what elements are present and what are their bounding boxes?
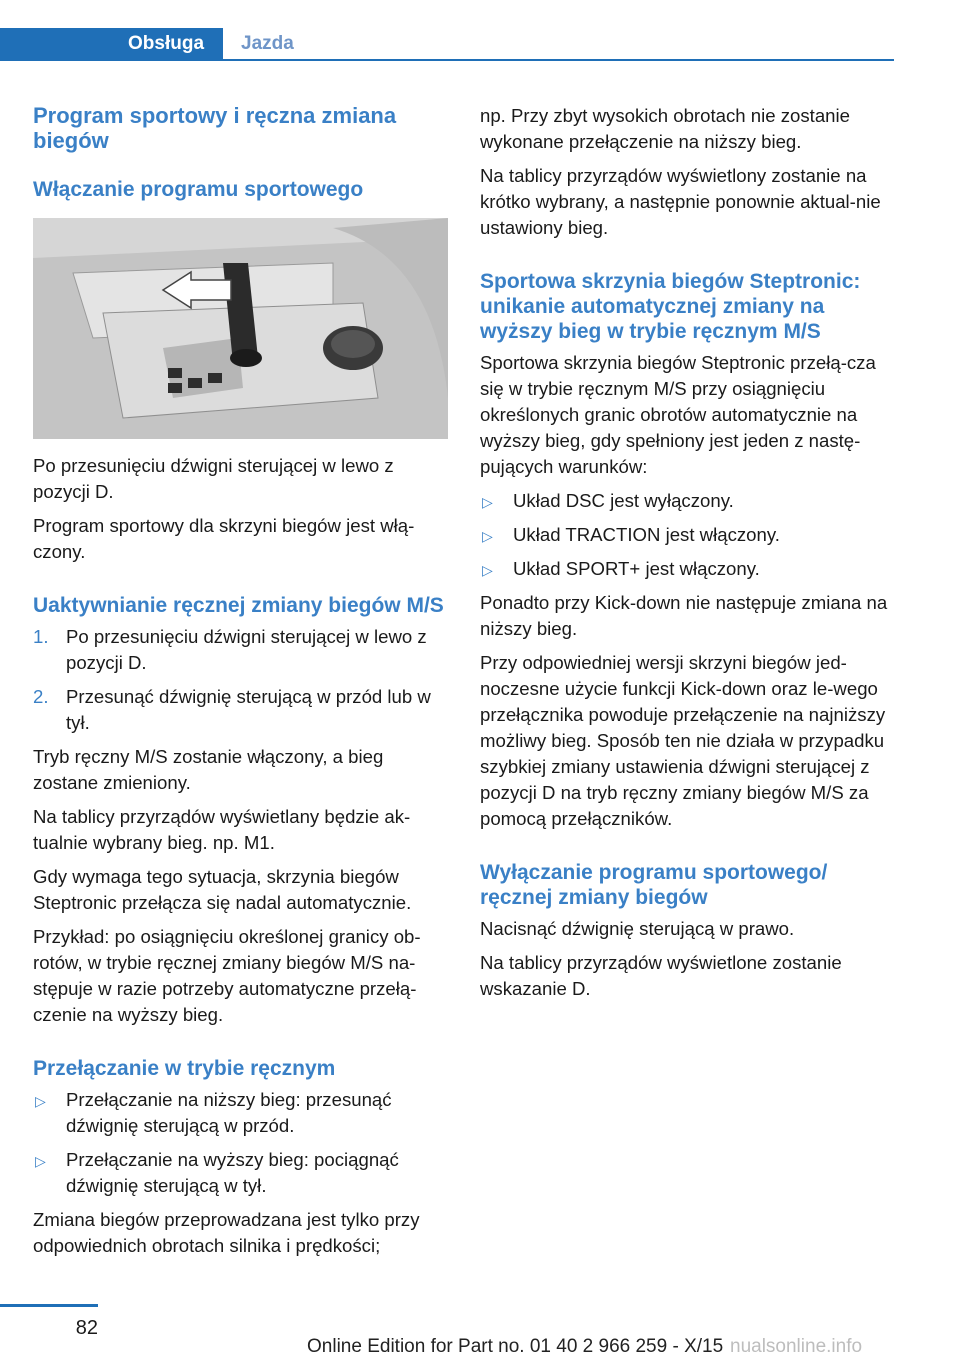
downshift-text: np. Przy zbyt wysokich obrotach nie zostanie wykonane przełączenie na niższy bieg. [480,105,850,152]
disable-text-1: Nacisnąć dźwignię sterującą w prawo. [480,918,795,939]
right-column [480,103,896,1010]
shift-bullets [33,1087,448,1199]
list-item [480,556,896,582]
list-item [33,684,448,736]
watermark: nualsonline.info [730,1336,863,1357]
list-item [33,624,448,676]
list-item [480,488,896,514]
step-number: 2. [33,686,49,707]
kickdown-text: Ponadto przy Kick-down nie następuje zmiana na niższy bieg. [480,592,888,639]
subheading-manual-shifting: Przełączanie w trybie ręcznym [33,1057,336,1080]
bullet-text: Układ SPORT+ jest włączony. [513,558,760,579]
steptronic-text: Sportowa skrzynia biegów Steptronic przełą‐cza się w trybie ręcznym M/S przy osiągnięciu określonych granic obrotów automatycznie na wyższy bieg, gdy spełniony jest jeden z nastę‐pujących warunków: [480,352,876,477]
triangle-bullet-icon: ▷ [482,562,493,578]
page-number: 82 [75,1317,98,1339]
step-text: Po przesunięciu dźwigni sterującej w lewo z pozycji D. [66,626,427,673]
condition-bullets [480,488,896,582]
tab-jazda[interactable]: Jazda [241,33,294,54]
cluster-display-text: Na tablicy przyrządów wyświetlany będzie ak‐tualnie wybrany bieg. np. M1. [33,806,411,853]
chapter-tabs [0,28,894,61]
subheading-enable-sport: Włączanie programu sportowego [33,178,364,201]
auto-shift-text: Gdy wymaga tego sytuacja, skrzynia biegów Steptronic przełącza się nadal automatycznie. [33,866,412,913]
section-title: Program sportowy i ręczna zmiana biegów [33,103,397,153]
manual-mode-text: Tryb ręczny M/S zostanie włączony, a bieg zostane zmieniony. [33,746,384,793]
list-item [33,1087,448,1139]
shift-condition-text: Zmiana biegów przeprowadzana jest tylko przy odpowiednich obrotach silnika i prędkości; [33,1209,420,1256]
tab-obsluga[interactable]: Obsługa [0,28,223,59]
enable-sport-text-1: Po przesunięciu dźwigni sterującej w lewo z pozycji D. [33,455,394,502]
subheading-activate-manual: Uaktywnianie ręcznej zmiany biegów M/S [33,594,444,617]
bullet-text: Układ DSC jest wyłączony. [513,490,734,511]
subheading-disable-sport: Wyłączanie programu sportowego/ ręcznej zmiany biegów [480,861,828,909]
triangle-bullet-icon: ▷ [35,1153,46,1169]
tab-divider [0,59,894,61]
step-text: Przesunąć dźwignię sterującą w przód lub w tył. [66,686,431,733]
bullet-text: Układ TRACTION jest włączony. [513,524,780,545]
left-column [33,103,448,1267]
list-item [480,522,896,548]
steps-list [33,624,448,736]
page-number-rule [0,1304,98,1307]
triangle-bullet-icon: ▷ [482,494,493,510]
enable-sport-text-2: Program sportowy dla skrzyni biegów jest włą‐czony. [33,515,415,562]
subheading-steptronic: Sportowa skrzynia biegów Steptronic: unikanie automatycznej zmiany na wyższy bieg w trybie ręcznym M/S [480,270,861,343]
disable-text-2: Na tablicy przyrządów wyświetlone zostanie wskazanie D. [480,952,842,999]
edition-footer: Online Edition for Part no. 01 40 2 966 259 - X/15 [307,1336,724,1357]
bullet-text: Przełączanie na wyższy bieg: pociągnąć dźwignię sterującą w tył. [66,1149,399,1196]
bullet-text: Przełączanie na niższy bieg: przesunąć dźwignię sterującą w przód. [66,1089,392,1136]
triangle-bullet-icon: ▷ [35,1093,46,1109]
step-number: 1. [33,626,49,647]
example-text: Przykład: po osiągnięciu określonej granicy ob‐rotów, w trybie ręcznej zmiany biegów M/S na‐stępuje w razie potrzeby automatyczne przełą‐czenie na wyższy bieg. [33,926,421,1025]
gear-selector-illustration [33,218,448,439]
kickdown-combo-text: Przy odpowiedniej wersji skrzyni biegów jed‐noczesne użycie funkcji Kick-down oraz le‐wego przełącznika powoduje przełączenie na najniższy możliwy bieg. Sposób ten nie działa w przypadku szybkiej zmiany ustawienia dźwigni sterującej z pozycji D na tryb ręczny zmiany biegów M/S za pomocą przełączników. [480,652,886,829]
list-item [33,1147,448,1199]
gear-selector-photo [33,218,448,439]
cluster-brief-text: Na tablicy przyrządów wyświetlony zostanie na krótko wybrany, a następnie ponownie aktual‐nie ustawiony bieg. [480,165,881,238]
triangle-bullet-icon: ▷ [482,528,493,544]
